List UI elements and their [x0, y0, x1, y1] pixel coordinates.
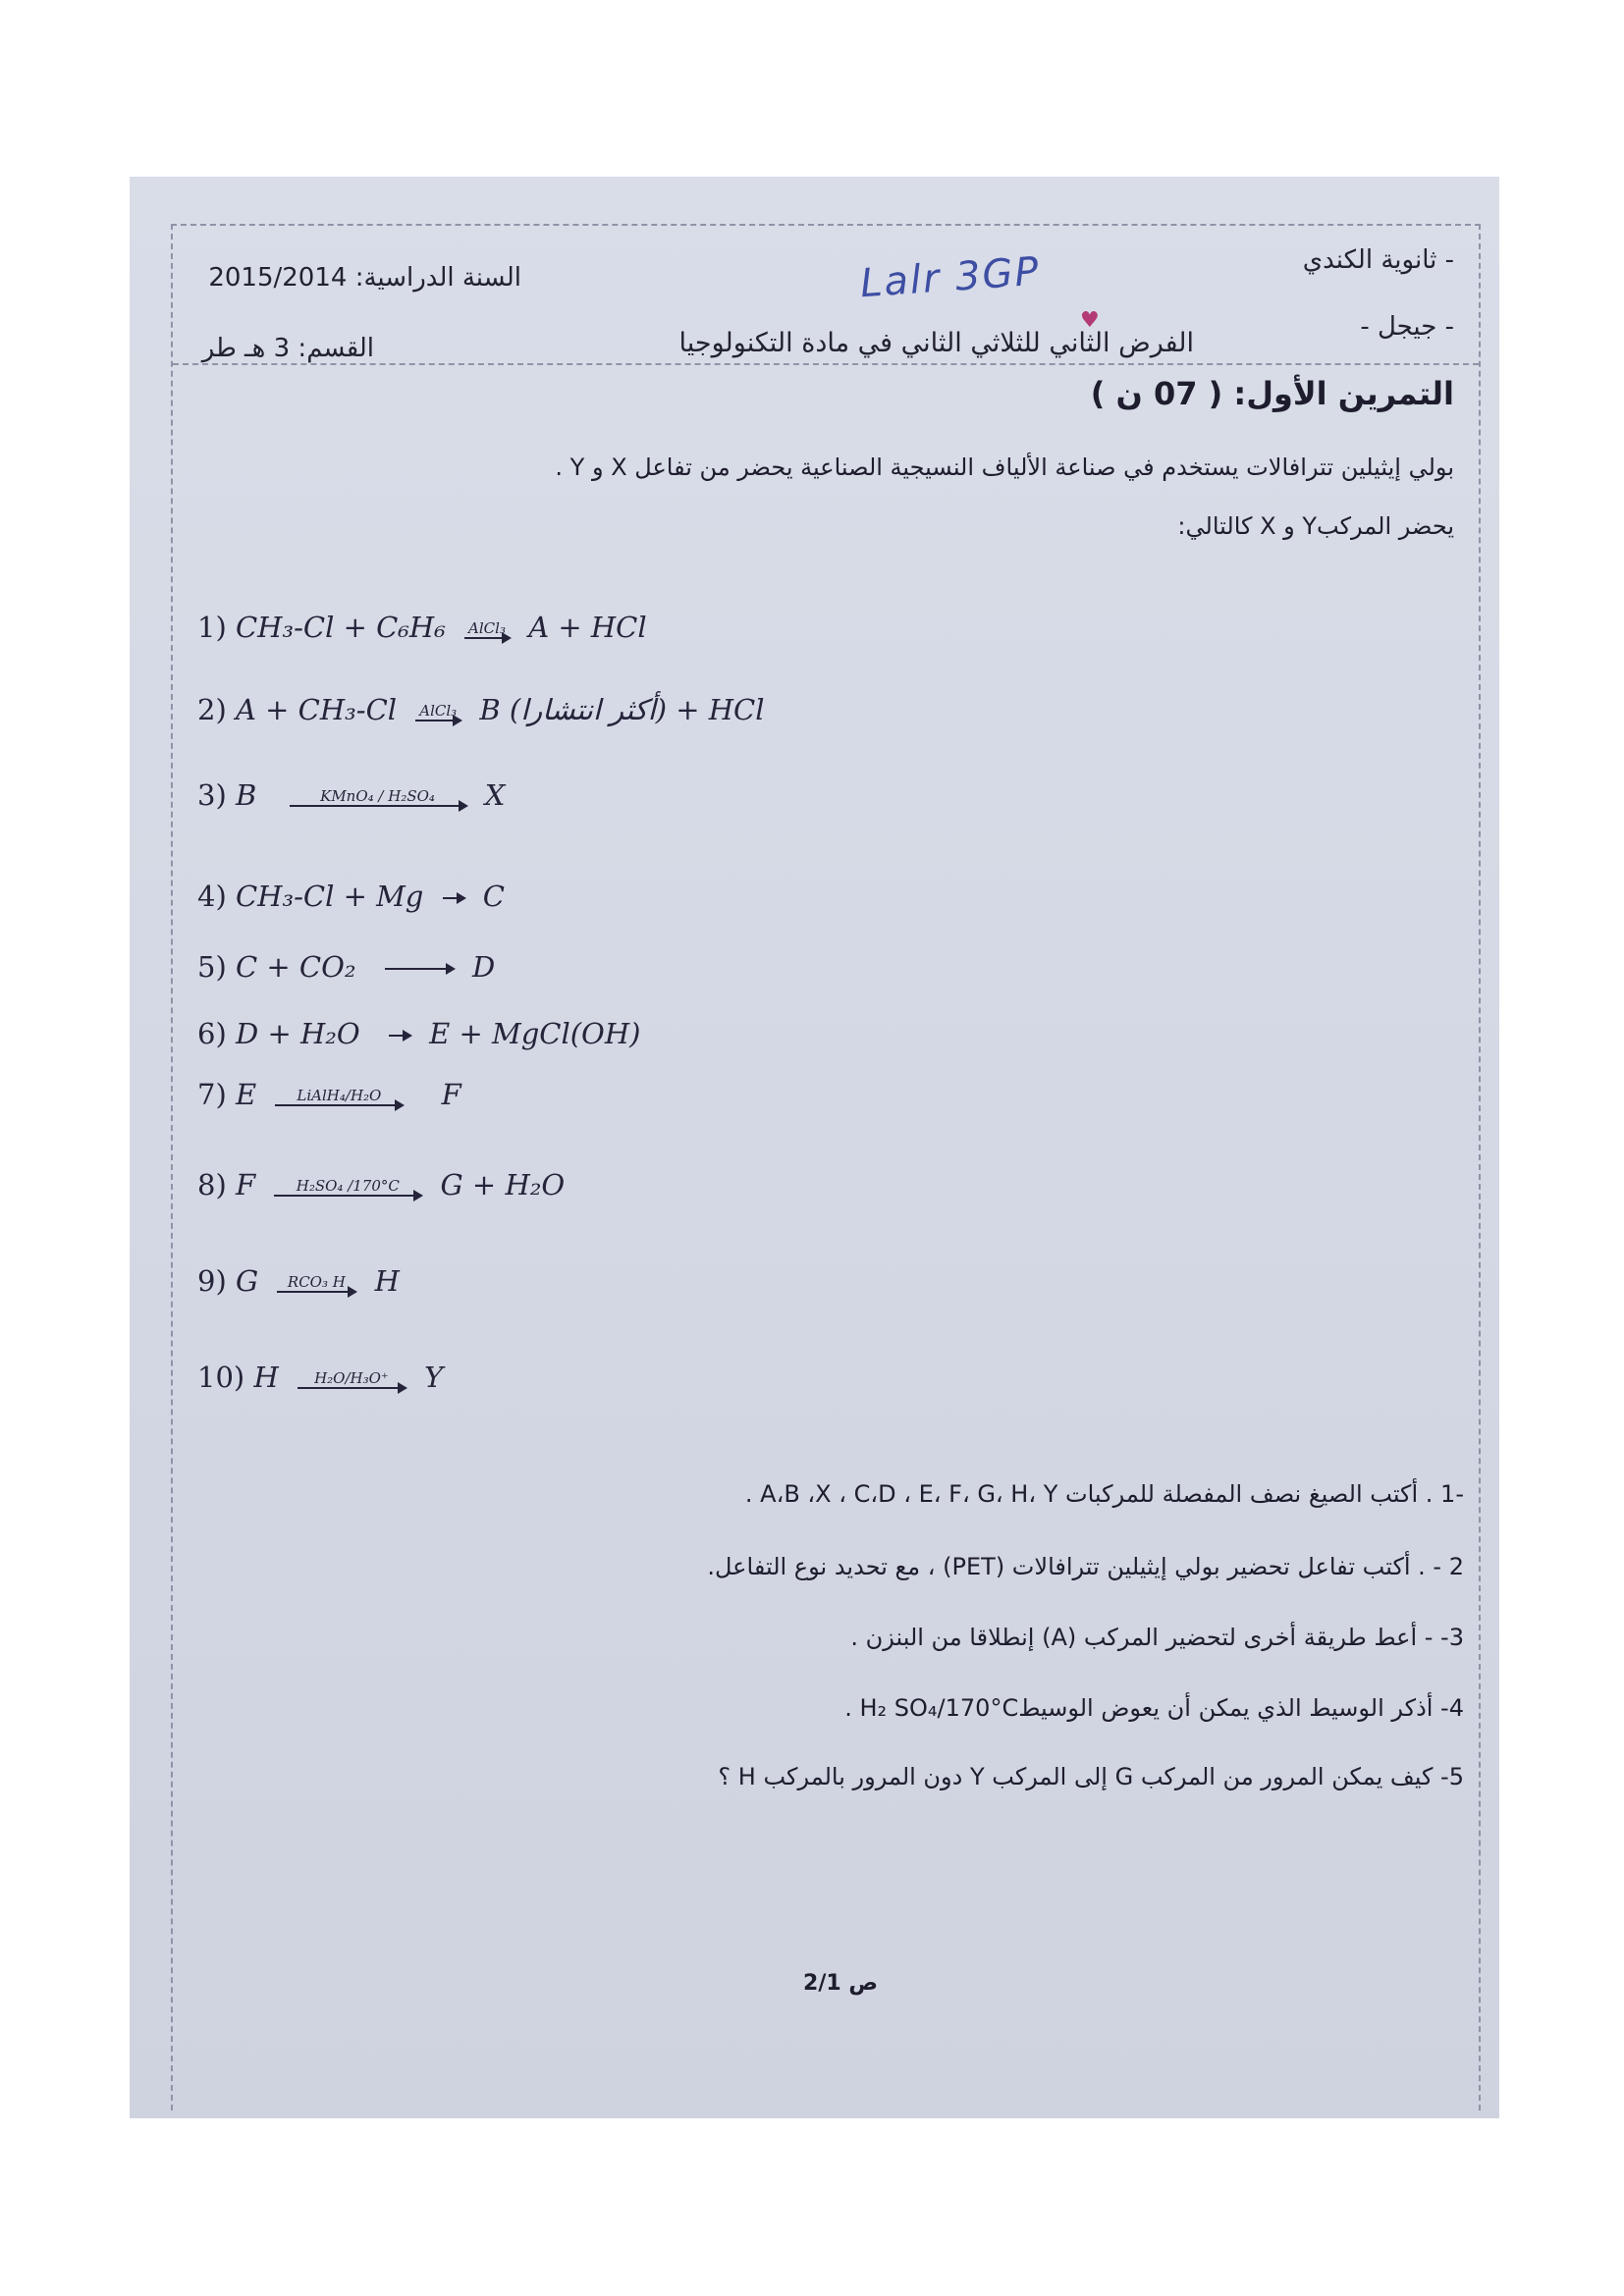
reaction-reactants: F: [235, 1168, 256, 1201]
reaction-arrow: [298, 1369, 406, 1389]
reaction-number: 6): [197, 1017, 227, 1050]
reaction-number: 9): [197, 1264, 227, 1298]
reaction-4: [197, 880, 505, 913]
city-name: - جيجل -: [1360, 312, 1454, 342]
reaction-condition: RCO₃ H: [287, 1273, 346, 1291]
reaction-arrow: [389, 1035, 410, 1037]
reaction-products: E + MgCl(OH): [429, 1017, 641, 1050]
reaction-7: [197, 1078, 461, 1111]
question-1: -1 . أكتب الصيغ نصف المفصلة للمركبات A،B ،X ، C،D ، E، F، G، H، Y .: [744, 1480, 1464, 1508]
reaction-products: C: [482, 880, 505, 913]
reaction-reactants: B: [235, 778, 257, 812]
reaction-8: [197, 1168, 565, 1201]
reaction-10: [197, 1361, 443, 1394]
reaction-reactants: C + CO₂: [235, 950, 356, 984]
reaction-condition: AlCl₃: [419, 702, 458, 720]
reaction-condition: KMnO₄ / H₂SO₄: [320, 787, 435, 805]
reaction-arrow: [275, 1087, 403, 1106]
reaction-products: A + HCl: [528, 611, 647, 644]
reaction-products: D: [471, 950, 496, 984]
reaction-reactants: A + CH₃-Cl: [235, 693, 398, 726]
exam-sheet: [171, 224, 1481, 2110]
header-divider: [173, 363, 1479, 365]
heart-mark-icon: ♥: [1080, 308, 1100, 333]
reaction-9: [197, 1264, 400, 1298]
handwritten-note: Lalr 3GP: [858, 248, 1043, 307]
exam-title: الفرض الثاني للثلاثي الثاني في مادة التكنولوجيا: [678, 328, 1194, 358]
class-section: القسم: 3 هـ طر: [201, 334, 374, 363]
exercise-intro-line-2: يحضر المركبY و X كالتالي:: [1177, 512, 1454, 540]
reaction-arrow: [277, 1273, 355, 1293]
reaction-arrow: [443, 897, 464, 899]
reaction-reactants: G: [235, 1264, 259, 1298]
reaction-6: [197, 1017, 640, 1050]
question-2: 2 - . أكتب تفاعل تحضير بولي إيثيلين تترافالات (PET) ، مع تحديد نوع التفاعل.: [707, 1553, 1464, 1580]
reaction-number: 5): [197, 950, 227, 984]
reaction-arrow: [274, 1177, 421, 1197]
reaction-products: H: [374, 1264, 400, 1298]
question-3: 3- - أعط طريقة أخرى لتحضير المركب (A) إنطلاقا من البنزن .: [850, 1624, 1464, 1651]
reaction-products: X: [484, 778, 506, 812]
reaction-condition: H₂SO₄ /170°C: [296, 1177, 400, 1195]
photo-background: [130, 177, 1499, 2118]
reaction-arrow: [385, 968, 454, 970]
reaction-number: 7): [197, 1078, 227, 1111]
reaction-condition: LiAlH₄/H₂O: [297, 1087, 382, 1104]
reaction-arrow: [290, 787, 466, 807]
reaction-number: 2): [197, 693, 227, 726]
exercise-intro-line-1: بولي إيثيلين تترافالات يستخدم في صناعة الألياف النسيجية الصناعية يحضر من تفاعل X و Y .: [555, 454, 1454, 481]
reaction-arrow: [464, 619, 510, 639]
reaction-arrow: [415, 702, 460, 721]
reaction-number: 4): [197, 880, 227, 913]
reaction-products: B (أكثر انتشارا) + HCl: [479, 693, 765, 726]
page-number: ص 2/1: [803, 1971, 878, 1996]
reaction-reactants: E: [235, 1078, 257, 1111]
reaction-condition: AlCl₃: [468, 619, 506, 637]
reaction-products: Y: [424, 1361, 444, 1394]
reaction-reactants: CH₃-Cl + C₆H₆: [235, 611, 446, 644]
exercise-title: التمرين الأول: ( 07 ن ): [1090, 375, 1454, 412]
question-5: 5- كيف يمكن المرور من المركب G إلى المركب Y دون المرور بالمركب H ؟: [718, 1763, 1464, 1790]
reaction-number: 10): [197, 1361, 245, 1394]
reaction-2: [197, 693, 765, 726]
reaction-3: [197, 778, 505, 812]
reaction-number: 3): [197, 778, 227, 812]
question-4: 4- أذكر الوسيط الذي يمكن أن يعوض الوسيطH₂ SO₄/170°C .: [844, 1694, 1464, 1722]
reaction-reactants: CH₃-Cl + Mg: [235, 880, 424, 913]
reaction-number: 8): [197, 1168, 227, 1201]
reaction-reactants: D + H₂O: [235, 1017, 360, 1050]
reaction-5: [197, 950, 495, 984]
reaction-condition: H₂O/H₃O⁺: [314, 1369, 389, 1387]
school-name: - ثانوية الكندي: [1302, 245, 1454, 275]
school-year: السنة الدراسية: 2015/2014: [208, 263, 521, 293]
reaction-reactants: H: [253, 1361, 279, 1394]
reaction-products: F: [441, 1078, 461, 1111]
reaction-1: [197, 611, 647, 644]
reaction-products: G + H₂O: [440, 1168, 566, 1201]
reaction-number: 1): [197, 611, 227, 644]
